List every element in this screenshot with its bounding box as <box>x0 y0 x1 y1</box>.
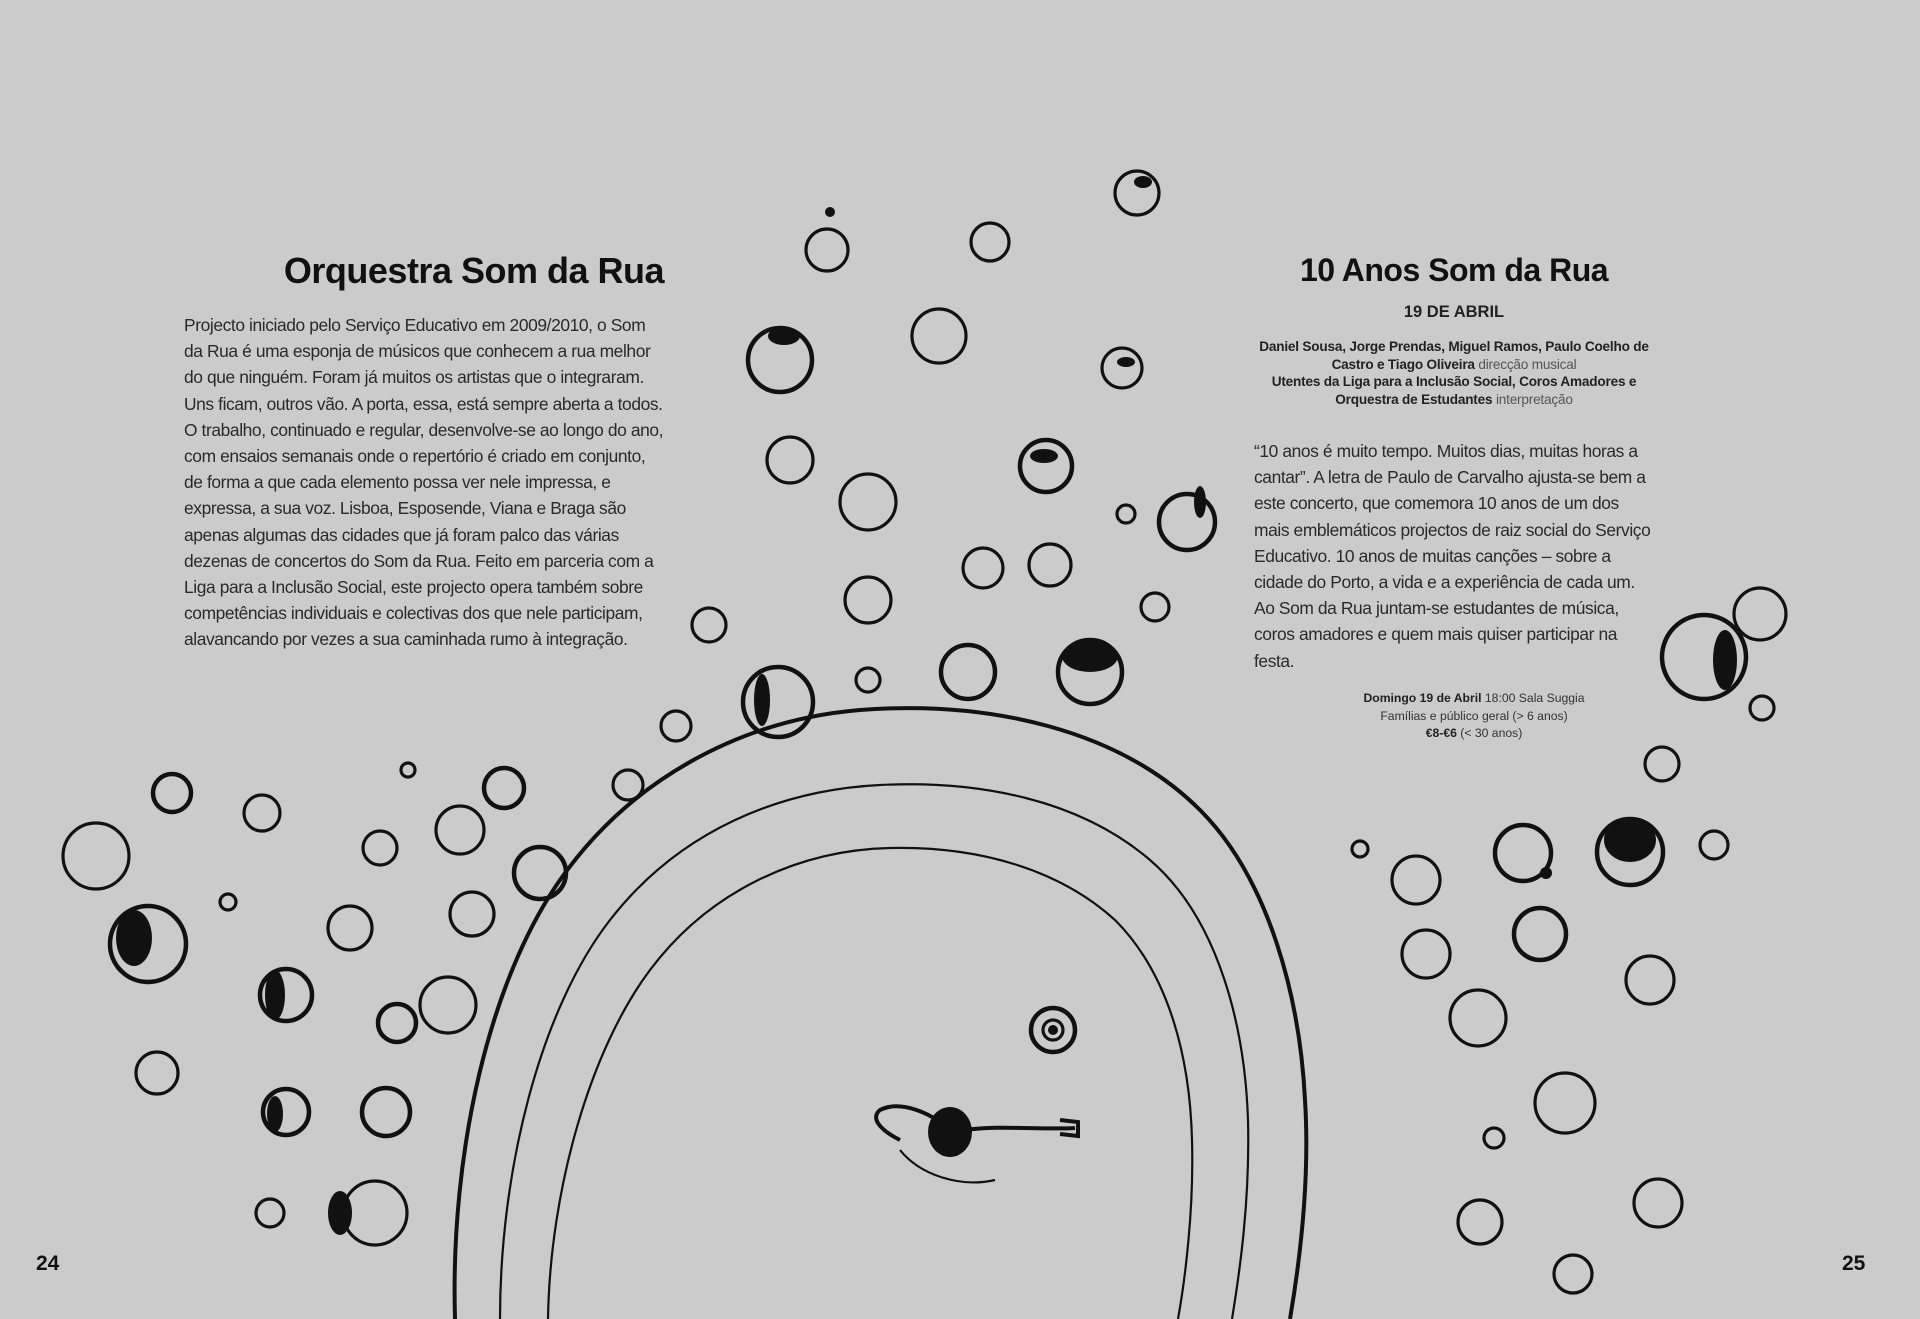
inner-ring <box>548 848 1192 1319</box>
credits-directors-role: direcção musical <box>1478 356 1577 372</box>
guitarist-figure <box>876 1106 1078 1182</box>
page-number-right: 25 <box>1842 1252 1866 1275</box>
credits <box>1254 338 1654 408</box>
middle-ring <box>500 784 1248 1319</box>
event-info <box>1294 690 1654 743</box>
left-paragraph: Projecto iniciado pelo Serviço Educativo em 2009/2010, o Som da Rua é uma esponja de músicos que conhecem a rua melhor do que ninguém. Foram já muitos os artistas que o integraram. Uns ficam, outros vão. A porta, essa, está sempre aberta a todos. O trabalho, continuado e regular, desenvolve-se ao longo do ano, com ensaios semanais onde o repertório é criado em conjunto, de forma a que cada elemento possa ver nele impressa, e expressa, a sua voz. Lisboa, Esposende, Viana e Braga são apenas algumas das cidades que já foram palco das várias dezenas de concertos do Som da Rua. Feito em parceria com a Liga para a Inclusão Social, este projecto opera também sobre competências individuais e colectivas dos que nele participam, alavancando por vezes a sua caminhada rumo à integração. <box>184 315 664 650</box>
credits-performers-role: interpretação <box>1495 391 1573 407</box>
outer-ring <box>455 708 1307 1319</box>
left-title: Orquestra Som da Rua <box>283 250 664 291</box>
bubble-cluster-top <box>613 171 1215 800</box>
right-paragraph: “10 anos é muito tempo. Muitos dias, muitas horas a cantar”. A letra de Paulo de Carvalho ajusta-se bem a este concerto, que comemora 10 anos de um dos mais emblemáticos projectos de raiz social do Serviço Educativo. 10 anos de muitas canções – sobre a cidade do Porto, a vida e a experiência de cada um. Ao Som da Rua juntam-se estudantes de música, coros amadores e quem mais quiser participar na festa. <box>1254 441 1651 671</box>
bubble-cluster-left <box>63 763 566 1245</box>
left-article <box>184 250 664 653</box>
event-time-venue: 18:00 Sala Suggia <box>1484 690 1585 705</box>
right-title: 10 Anos Som da Rua <box>1299 252 1609 288</box>
event-day: Domingo 19 de Abril <box>1363 690 1482 705</box>
credits-directors: Daniel Sousa, Jorge Prendas, Miguel Ramos, Paulo Coelho de Castro e Tiago Oliveira <box>1259 339 1649 372</box>
page-number-left: 24 <box>36 1252 60 1275</box>
right-article <box>1254 252 1654 743</box>
event-price: €8-€6 <box>1425 726 1457 741</box>
event-date: 19 DE ABRIL <box>1403 303 1505 321</box>
credits-performers: Utentes da Liga para a Inclusão Social, Coros Amadores e Orquestra de Estudantes <box>1271 374 1637 407</box>
target-circle <box>1031 1008 1075 1052</box>
event-price-note: (< 30 anos) <box>1460 726 1523 741</box>
event-audience: Famílias e público geral (> 6 anos) <box>1380 708 1568 723</box>
